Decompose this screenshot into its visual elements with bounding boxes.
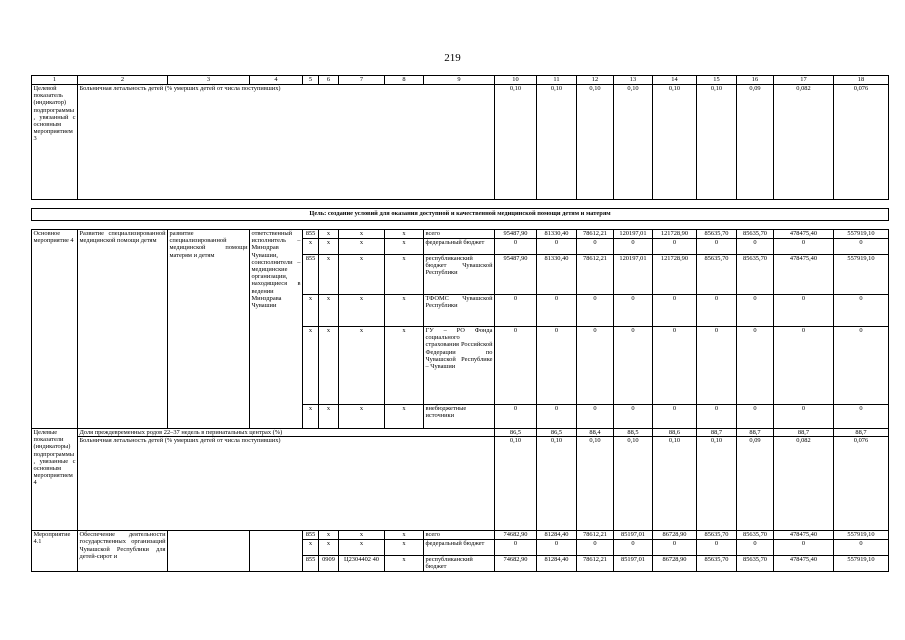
source-cell: всего xyxy=(424,230,495,239)
value-cell: 0 xyxy=(834,327,889,405)
value-cell: 0 xyxy=(495,327,537,405)
value-cell: 85197,01 xyxy=(614,556,653,572)
code-cell: x xyxy=(385,531,424,540)
code-cell: x xyxy=(339,327,385,405)
value-cell: 0,10 xyxy=(577,85,614,200)
value-cell: 478475,40 xyxy=(774,230,834,239)
value-cell: 85635,70 xyxy=(697,531,737,540)
indicator-name: Больничная летальность детей (% умерших детей от числа поступивших) xyxy=(78,437,495,531)
code-cell: 855 xyxy=(303,556,319,572)
code-cell: x xyxy=(319,295,339,327)
value-cell: 74682,90 xyxy=(495,556,537,572)
value-cell: 78612,21 xyxy=(577,255,614,295)
source-cell: ТФОМС Чувашской Республики xyxy=(424,295,495,327)
spacer xyxy=(32,200,889,209)
value-cell: 0 xyxy=(697,327,737,405)
value-cell: 557919,10 xyxy=(834,556,889,572)
page-number: 219 xyxy=(444,52,461,64)
value-cell: 0 xyxy=(537,405,577,429)
value-cell: 0 xyxy=(834,239,889,255)
code-cell: x xyxy=(319,230,339,239)
budget-table xyxy=(31,75,889,572)
event-label: Основное мероприятие 4 xyxy=(32,230,78,429)
empty-cell xyxy=(168,531,250,572)
value-cell: 0,10 xyxy=(653,437,697,531)
value-cell: 0 xyxy=(537,327,577,405)
value-cell: 557919,10 xyxy=(834,531,889,540)
code-cell: 855 xyxy=(303,531,319,540)
value-cell: 0 xyxy=(495,295,537,327)
value-cell: 88,7 xyxy=(697,429,737,437)
value-cell: 0 xyxy=(614,239,653,255)
value-cell: 121728,90 xyxy=(653,230,697,239)
source-cell: ГУ – РО Фонда социального страхования Российской Федерации по Чувашской Республике – Чувашии xyxy=(424,327,495,405)
value-cell: 0,10 xyxy=(653,85,697,200)
code-cell: x xyxy=(339,531,385,540)
value-cell: 81330,40 xyxy=(537,255,577,295)
source-cell: федеральный бюджет xyxy=(424,239,495,255)
value-cell: 85635,70 xyxy=(697,556,737,572)
table-row xyxy=(32,429,889,437)
col-num: 18 xyxy=(834,76,889,85)
spacer-row xyxy=(32,221,889,230)
value-cell: 0 xyxy=(737,239,774,255)
value-cell: 81330,40 xyxy=(537,230,577,239)
source-cell: федеральный бюджет xyxy=(424,540,495,556)
event-name: Обеспечение деятельности государственных организаций Чувашской Республики для детей-сирот и xyxy=(78,531,168,572)
source-cell: всего xyxy=(424,531,495,540)
value-cell: 0 xyxy=(737,327,774,405)
value-cell: 0 xyxy=(614,327,653,405)
value-cell: 78612,21 xyxy=(577,230,614,239)
value-cell: 86,5 xyxy=(495,429,537,437)
value-cell: 78612,21 xyxy=(577,531,614,540)
value-cell: 0 xyxy=(737,405,774,429)
code-cell: x xyxy=(303,405,319,429)
code-cell: 855 xyxy=(303,255,319,295)
code-cell: x xyxy=(385,540,424,556)
value-cell: 88,6 xyxy=(653,429,697,437)
value-cell: 0 xyxy=(834,540,889,556)
code-cell: x xyxy=(339,540,385,556)
value-cell: 0 xyxy=(495,405,537,429)
row-label: Целевой показатель (индикатор) подпрограммы, увязанный с основным мероприятием 3 xyxy=(32,85,78,200)
value-cell: 0 xyxy=(774,295,834,327)
col-num: 13 xyxy=(614,76,653,85)
value-cell: 0 xyxy=(537,295,577,327)
goal-text: Цель: создание условий для оказания доступной и качественной медицинской помощи детям и матерям xyxy=(32,209,889,221)
code-cell: x xyxy=(319,405,339,429)
spacer-row xyxy=(32,200,889,209)
code-cell: x xyxy=(385,295,424,327)
code-cell: x xyxy=(339,405,385,429)
code-cell: x xyxy=(385,327,424,405)
code-cell: x xyxy=(385,255,424,295)
code-cell: x xyxy=(303,540,319,556)
value-cell: 0 xyxy=(537,239,577,255)
col-num: 8 xyxy=(385,76,424,85)
value-cell: 0,10 xyxy=(577,437,614,531)
source-cell: республиканский бюджет Чувашской Республики xyxy=(424,255,495,295)
event-label: Мероприятие 4.1 xyxy=(32,531,78,572)
value-cell: 0 xyxy=(774,239,834,255)
source-cell: республиканский бюджет xyxy=(424,556,495,572)
col-num: 2 xyxy=(78,76,168,85)
column-numbers-row xyxy=(32,76,889,85)
value-cell: 0 xyxy=(697,239,737,255)
value-cell: 0 xyxy=(774,405,834,429)
value-cell: 81284,40 xyxy=(537,556,577,572)
value-cell: 0 xyxy=(577,327,614,405)
col-num: 15 xyxy=(697,76,737,85)
code-cell: x xyxy=(339,230,385,239)
code-cell: x xyxy=(385,239,424,255)
value-cell: 85197,01 xyxy=(614,531,653,540)
value-cell: 0 xyxy=(774,327,834,405)
value-cell: 88,7 xyxy=(774,429,834,437)
value-cell: 0 xyxy=(614,295,653,327)
table-row xyxy=(32,437,889,531)
value-cell: 81284,40 xyxy=(537,531,577,540)
indicator-name: Больничная летальность детей (% умерших детей от числа поступивших) xyxy=(78,85,495,200)
code-cell: 0909 xyxy=(319,556,339,572)
value-cell: 0,10 xyxy=(537,85,577,200)
value-cell: 86728,90 xyxy=(653,531,697,540)
value-cell: 0 xyxy=(697,405,737,429)
table-row xyxy=(32,85,889,200)
value-cell: 0 xyxy=(614,405,653,429)
value-cell: 478475,40 xyxy=(774,556,834,572)
value-cell: 0,10 xyxy=(697,85,737,200)
value-cell: 478475,40 xyxy=(774,531,834,540)
indicator-name: Доля преждевременных родов 22–37 недель в перинатальных центрах (%) xyxy=(78,429,495,437)
value-cell: 0 xyxy=(577,239,614,255)
col-num: 7 xyxy=(339,76,385,85)
value-cell: 0 xyxy=(614,540,653,556)
value-cell: 0 xyxy=(653,239,697,255)
value-cell: 85635,70 xyxy=(697,255,737,295)
value-cell: 0 xyxy=(495,239,537,255)
value-cell: 0 xyxy=(577,295,614,327)
value-cell: 0 xyxy=(834,405,889,429)
col-num: 1 xyxy=(32,76,78,85)
code-cell: Ц2304402 40 xyxy=(339,556,385,572)
value-cell: 74682,90 xyxy=(495,531,537,540)
value-cell: 120197,01 xyxy=(614,255,653,295)
value-cell: 0 xyxy=(653,540,697,556)
code-cell: x xyxy=(319,327,339,405)
value-cell: 0 xyxy=(577,405,614,429)
code-cell: x xyxy=(319,531,339,540)
goal-row xyxy=(32,209,889,221)
value-cell: 78612,21 xyxy=(577,556,614,572)
row-label: Целевые показатели (индикаторы) подпрограммы, увязанные с основным мероприятием 4 xyxy=(32,429,78,531)
value-cell: 0,076 xyxy=(834,85,889,200)
value-cell: 0 xyxy=(697,295,737,327)
value-cell: 0,10 xyxy=(495,437,537,531)
col-num: 11 xyxy=(537,76,577,85)
value-cell: 0 xyxy=(653,405,697,429)
value-cell: 0 xyxy=(653,327,697,405)
col-num: 12 xyxy=(577,76,614,85)
value-cell: 121728,90 xyxy=(653,255,697,295)
value-cell: 0 xyxy=(495,540,537,556)
value-cell: 0,10 xyxy=(495,85,537,200)
code-cell: x xyxy=(303,327,319,405)
value-cell: 85635,70 xyxy=(697,230,737,239)
col-num: 14 xyxy=(653,76,697,85)
spacer xyxy=(32,221,889,230)
col-num: 10 xyxy=(495,76,537,85)
value-cell: 557919,10 xyxy=(834,255,889,295)
value-cell: 0 xyxy=(737,540,774,556)
code-cell: x xyxy=(385,230,424,239)
value-cell: 85635,70 xyxy=(737,556,774,572)
value-cell: 0,10 xyxy=(697,437,737,531)
value-cell: 88,7 xyxy=(834,429,889,437)
code-cell: x xyxy=(339,255,385,295)
value-cell: 0 xyxy=(737,295,774,327)
value-cell: 95487,90 xyxy=(495,230,537,239)
value-cell: 0 xyxy=(537,540,577,556)
event-name: Развитие специализированной медицинской помощи детям xyxy=(78,230,168,429)
value-cell: 88,4 xyxy=(577,429,614,437)
value-cell: 0,09 xyxy=(737,85,774,200)
code-cell: x xyxy=(339,295,385,327)
value-cell: 0,10 xyxy=(537,437,577,531)
value-cell: 0 xyxy=(697,540,737,556)
value-cell: 0 xyxy=(653,295,697,327)
value-cell: 0,10 xyxy=(614,85,653,200)
value-cell: 557919,10 xyxy=(834,230,889,239)
col-num: 16 xyxy=(737,76,774,85)
code-cell: x xyxy=(385,405,424,429)
value-cell: 85635,70 xyxy=(737,230,774,239)
col-num: 6 xyxy=(319,76,339,85)
code-cell: x xyxy=(339,239,385,255)
value-cell: 0 xyxy=(834,295,889,327)
code-cell: x xyxy=(303,239,319,255)
value-cell: 0,09 xyxy=(737,437,774,531)
value-cell: 85635,70 xyxy=(737,255,774,295)
table-row xyxy=(32,230,889,239)
value-cell: 86728,90 xyxy=(653,556,697,572)
table-row xyxy=(32,531,889,540)
code-cell: 855 xyxy=(303,230,319,239)
value-cell: 88,7 xyxy=(737,429,774,437)
value-cell: 0,076 xyxy=(834,437,889,531)
col-num: 9 xyxy=(424,76,495,85)
value-cell: 86,5 xyxy=(537,429,577,437)
event-executor: ответственный исполнитель – Минздрав Чувашии, соисполнители – медицинские организации, находящиеся в ведении Минздрава Чувашии xyxy=(250,230,303,429)
code-cell: x xyxy=(385,556,424,572)
event-task: развитие специализированной медицинской помощи матерям и детям xyxy=(168,230,250,429)
value-cell: 0,082 xyxy=(774,437,834,531)
empty-cell xyxy=(250,531,303,572)
value-cell: 0 xyxy=(577,540,614,556)
value-cell: 85635,70 xyxy=(737,531,774,540)
value-cell: 0,10 xyxy=(614,437,653,531)
code-cell: x xyxy=(319,239,339,255)
value-cell: 0 xyxy=(774,540,834,556)
col-num: 4 xyxy=(250,76,303,85)
value-cell: 95487,90 xyxy=(495,255,537,295)
col-num: 17 xyxy=(774,76,834,85)
value-cell: 478475,40 xyxy=(774,255,834,295)
value-cell: 88,5 xyxy=(614,429,653,437)
code-cell: x xyxy=(319,255,339,295)
col-num: 3 xyxy=(168,76,250,85)
code-cell: x xyxy=(319,540,339,556)
col-num: 5 xyxy=(303,76,319,85)
value-cell: 0,082 xyxy=(774,85,834,200)
code-cell: x xyxy=(303,295,319,327)
source-cell: внебюджетные источники xyxy=(424,405,495,429)
value-cell: 120197,01 xyxy=(614,230,653,239)
